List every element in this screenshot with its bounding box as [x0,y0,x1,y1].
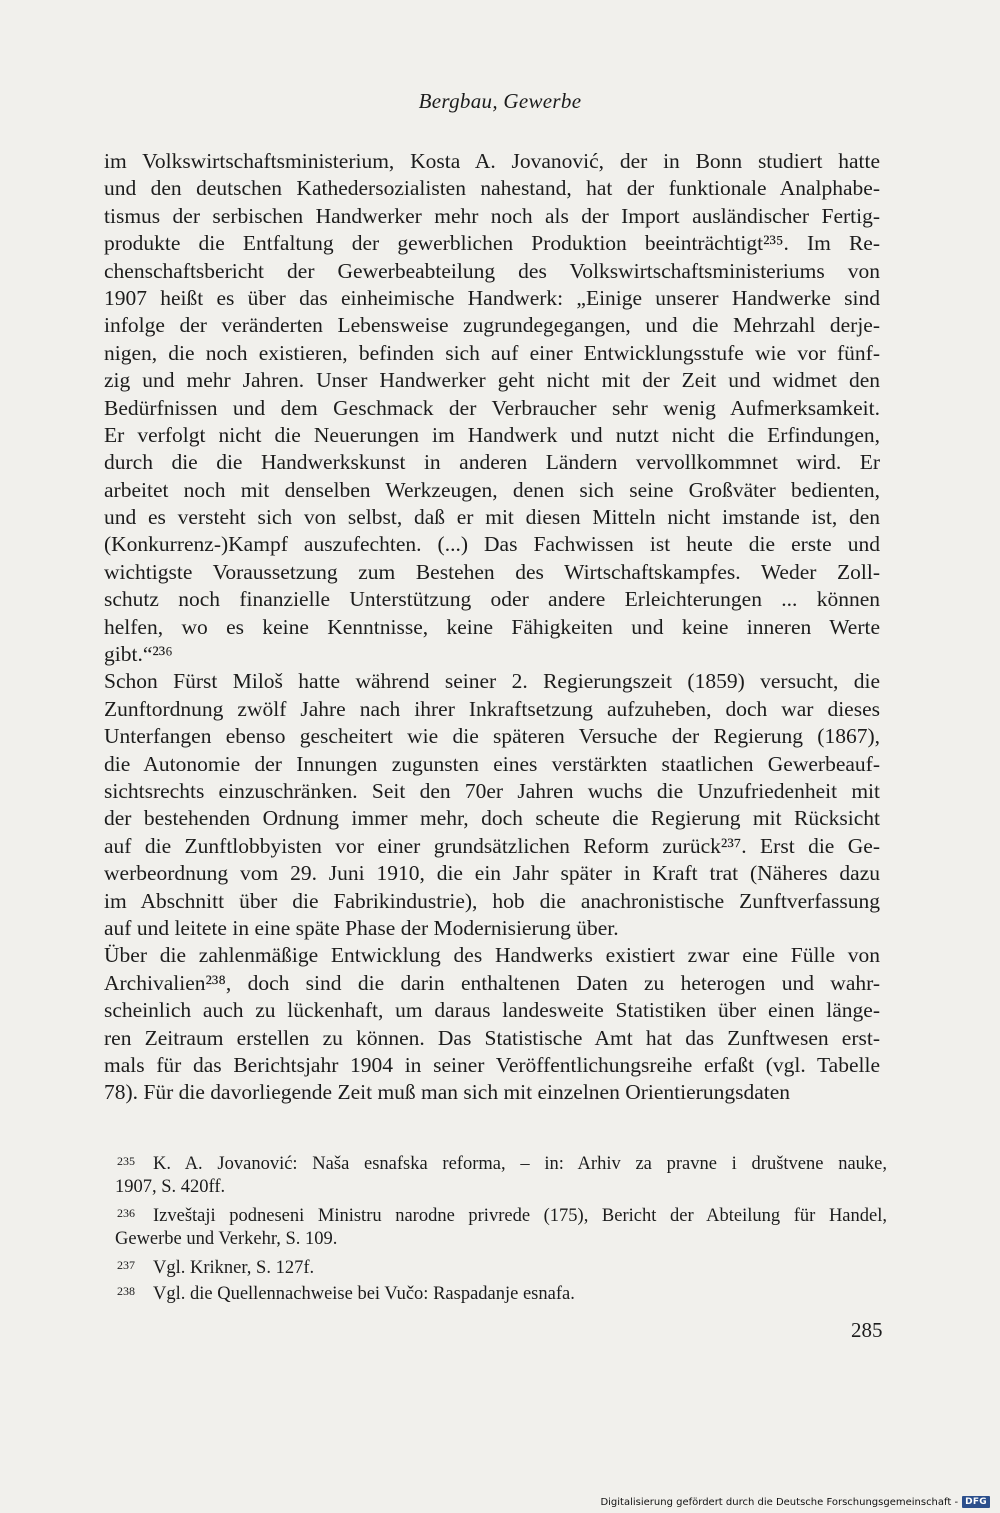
footnote-number: 237 [117,1258,135,1272]
footnote-line [117,1252,887,1278]
footnote-line [117,1200,887,1226]
footnote-text: Gewerbe und Verkehr, S. 109. [115,1229,338,1249]
body-line: arbeitet noch mit denselben Werkzeugen, denen sich seine Großväter bedienten, [104,477,880,502]
body-line: Über die zahlenmäßige Entwicklung des Handwerks existiert zwar eine Fülle von [104,943,880,968]
body-line: der bestehenden Ordnung immer mehr, doch scheute die Regierung mit Rücksicht [104,806,880,831]
body-line: werbeordnung vom 29. Juni 1910, die ein Jahr später in Kraft trat (Näheres dazu [104,861,880,886]
footnote-number: 235 [117,1154,135,1168]
body-line: Archivalien²³⁸, doch sind die darin enthaltenen Daten zu heterogen und wahr- [104,970,880,995]
body-line: ren Zeitraum erstellen zu können. Das Statistische Amt hat das Zunftwesen erst- [104,1025,880,1050]
footnote-text: Vgl. Krikner, S. 127f. [153,1258,315,1278]
body-line: Schon Fürst Miloš hatte während seiner 2. Regierungszeit (1859) versucht, die [104,669,880,694]
body-line: mals für das Berichtsjahr 1904 in seiner Veröffentlichungsreihe erfaßt (vgl. Tabelle [104,1052,880,1077]
body-line: die Autonomie der Innungen zugunsten eines verstärkten staatlichen Gewerbeauf- [104,751,880,776]
body-line: (Konkurrenz-)Kampf auszufechten. (...) Das Fachwissen ist heute die erste und [104,532,880,557]
body-line: Zunftordnung zwölf Jahre nach ihrer Inkraftsetzung aufzuheben, doch war dieses [104,696,880,721]
body-line: infolge der veränderten Lebensweise zugrundegegangen, und die Mehrzahl derje- [104,313,880,338]
body-line: nigen, die noch existieren, befinden sich auf einer Entwicklungsstufe wie vor fünf- [104,340,880,365]
body-line: zig und mehr Jahren. Unser Handwerker geht nicht mit der Zeit und widmet den [104,368,880,393]
body-line: auf und leitete in eine späte Phase der Modernisierung über. [104,915,619,940]
body-line: chenschaftsbericht der Gewerbeabteilung des Volkswirtschaftsministeriums von [104,258,880,283]
body-line: scheinlich auch zu lückenhaft, um daraus landesweite Statistiken über einen länge- [104,998,880,1023]
footnote-line [117,1278,887,1304]
body-line: Er verfolgt nicht die Neuerungen im Handwerk und nutzt nicht die Erfindungen, [104,422,880,447]
body-line: Unterfangen ebenso gescheitert wie die späteren Versuche der Regierung (1867), [104,724,880,749]
body-line: durch die die Handwerkskunst in anderen Ländern vervollkommnet wird. Er [104,450,880,475]
footnote-text: 1907, S. 420ff. [115,1177,226,1197]
body-line: auf die Zunftlobbyisten vor einer grundsätzlichen Reform zurück²³⁷. Erst die Ge- [104,833,880,858]
body-line: gibt.“²³⁶ [104,642,173,667]
footnote-text: Izveštaji podneseni Ministru narodne privrede (175), Bericht der Abteilung für Handel, [153,1206,887,1226]
footnote-number: 238 [117,1284,135,1298]
body-line: helfen, wo es keine Kenntnisse, keine Fähigkeiten und keine inneren Werte [104,614,880,639]
body-line: 1907 heißt es über das einheimische Handwerk: „Einige unserer Handwerke sind [104,285,880,310]
body-line: produkte die Entfaltung der gewerblichen Produktion beeinträchtigt²³⁵. Im Re- [104,231,880,256]
footnote-line [115,1174,887,1200]
body-line: im Volkswirtschaftsministerium, Kosta A. Jovanović, der in Bonn studiert hatte [104,149,880,173]
body-line: wichtigste Voraussetzung zum Bestehen des Wirtschaftskampfes. Weder Zoll- [104,559,880,584]
body-line: tismus der serbischen Handwerker mehr noch als der Import ausländischer Fertig- [104,203,880,228]
footnote-number: 236 [117,1206,135,1220]
footnotes [117,1148,887,1304]
footnote-line [117,1148,887,1174]
digitization-credit [600,1496,990,1508]
body-line: 78). Für die davorliegende Zeit muß man sich mit einzelnen Orientierungsdaten [104,1080,791,1105]
body-line: und den deutschen Kathedersozialisten nahestand, hat der funktionale Analphabe- [104,176,880,201]
body-line: und es versteht sich von selbst, daß er mit diesen Mitteln nicht imstande ist, den [104,505,880,530]
body-line: schutz noch finanzielle Unterstützung oder andere Erleichterungen ... können [104,587,880,612]
running-head: Bergbau, Gewerbe [418,89,582,113]
footnote-text: K. A. Jovanović: Naša esnafska reforma, – in: Arhiv za pravne i društvene nauke, [153,1154,887,1174]
footnote-text: Vgl. die Quellennachweise bei Vučo: Raspadanje esnafa. [153,1284,575,1304]
digitization-credit-text: Digitalisierung gefördert durch die Deutsche Forschungsgemeinschaft - [600,1496,959,1508]
body-line: sichtsrechts einzuschränken. Seit den 70er Jahren wuchs die Unzufriedenheit mit [104,778,880,803]
body-line: im Abschnitt über die Fabrikindustrie), hob die anachronistische Zunftverfassung [104,888,880,913]
page-number: 285 [851,1318,883,1342]
body-line: Bedürfnissen und dem Geschmack der Verbraucher sehr wenig Aufmerksamkeit. [104,395,880,420]
dfg-logo-icon: DFG [962,1496,990,1508]
footnote-line [115,1226,887,1252]
body-text [104,148,880,1107]
